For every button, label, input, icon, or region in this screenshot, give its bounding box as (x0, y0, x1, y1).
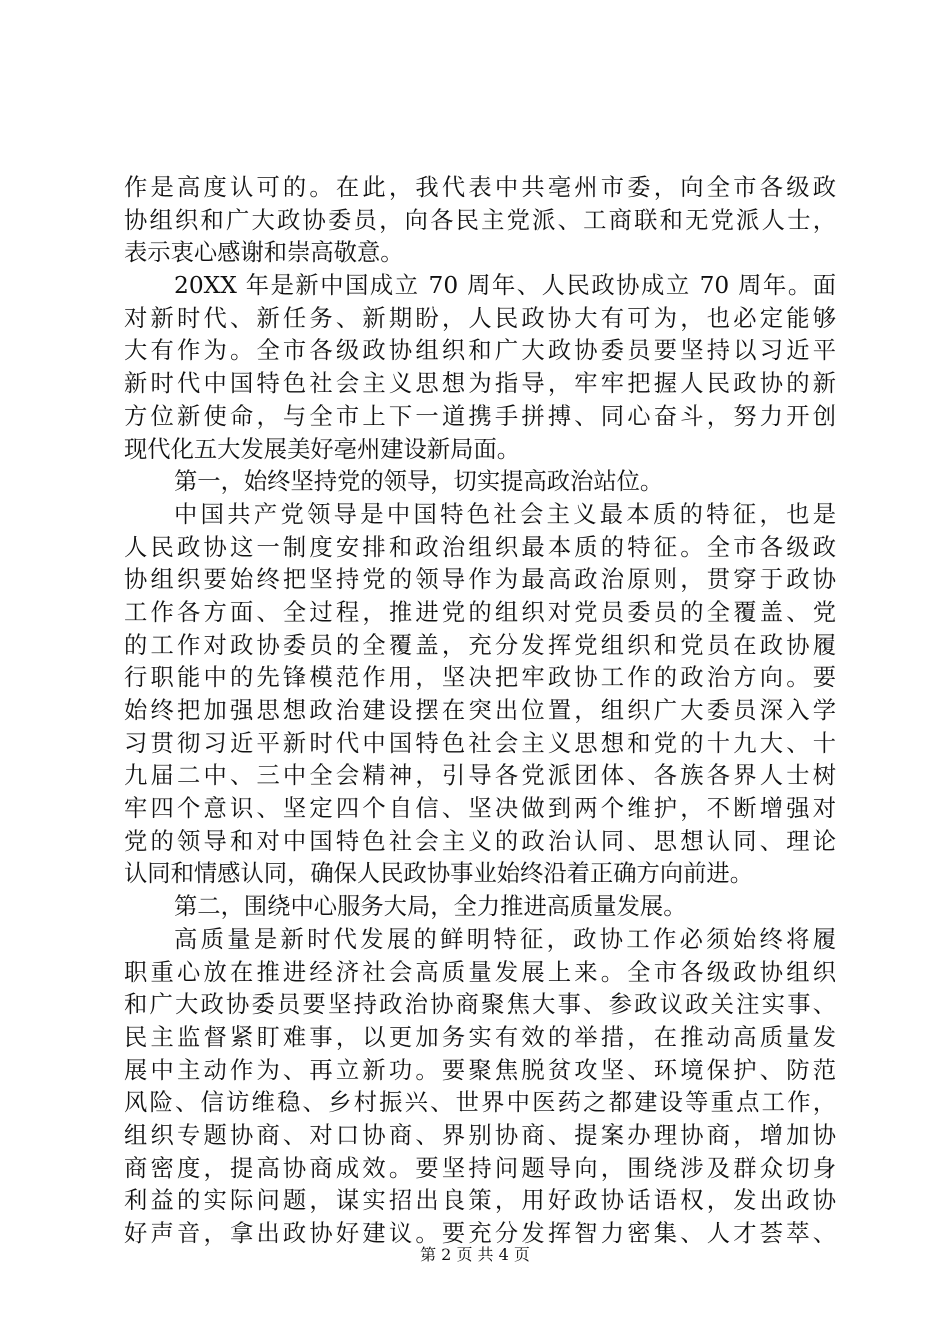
text-line: 表示衷心感谢和崇高敬意。 (124, 239, 404, 267)
text-line: 作是高度认可的。在此，我代表中共亳州市委，向全市各级政 (124, 174, 836, 201)
text-line: 好声音，拿出政协好建议。要充分发挥智力密集、人才荟萃、 (124, 1220, 836, 1247)
text-line: 认同和情感认同，确保人民政协事业始终沿着正确方向前进。 (124, 860, 754, 888)
text-line: 展中主动作为、再立新功。要聚焦脱贫攻坚、环境保护、防范 (124, 1056, 836, 1084)
text-line: 协组织要始终把坚持党的领导作为最高政治原则，贯穿于政协 (124, 566, 836, 594)
text-line: 和广大政协委员要坚持政治协商聚焦大事、参政议政关注实事、 (124, 991, 836, 1019)
section-heading: 第二，围绕中心服务大局，全力推进高质量发展。 (174, 893, 687, 921)
text-line: 始终把加强思想政治建设摆在突出位置，组织广大委员深入学 (124, 697, 836, 724)
text-line: 组织专题协商、对口协商、界别协商、提案办理协商，增加协 (124, 1121, 836, 1149)
text-line: 大有作为。全市各级政协组织和广大政协委员要坚持以习近平 (124, 337, 836, 365)
text-line: 20XX 年是新中国成立 70 周年、人民政协成立 70 周年。面 (174, 272, 836, 300)
page-number-footer: 第 2 页 共 4 页 (420, 1245, 530, 1264)
text-line: 工作各方面、全过程，推进党的组织对党员委员的全覆盖、党 (124, 598, 836, 626)
text-line: 牢四个意识、坚定四个自信、坚决做到两个维护，不断增强对 (124, 795, 836, 823)
text-line: 对新时代、新任务、新期盼，人民政协大有可为，也必定能够 (124, 304, 836, 332)
text-line: 方位新使命，与全市上下一道携手拼搏、同心奋斗，努力开创 (124, 402, 836, 430)
section-heading: 第一，始终坚持党的领导，切实提高政治站位。 (174, 468, 664, 496)
text-line: 职重心放在推进经济社会高质量发展上来。全市各级政协组织 (124, 958, 836, 986)
text-line: 高质量是新时代发展的鲜明特征，政协工作必须始终将履 (174, 925, 836, 953)
text-line: 风险、信访维稳、乡村振兴、世界中医药之都建设等重点工作， (124, 1089, 836, 1117)
text-line: 中国共产党领导是中国特色社会主义最本质的特征，也是 (174, 500, 836, 528)
text-line: 现代化五大发展美好亳州建设新局面。 (124, 435, 521, 463)
text-line: 新时代中国特色社会主义思想为指导，牢牢把握人民政协的新 (124, 370, 836, 398)
text-line: 的工作对政协委员的全覆盖，充分发挥党组织和党员在政协履 (124, 631, 836, 659)
text-line: 习贯彻习近平新时代中国特色社会主义思想和党的十九大、十 (124, 729, 836, 757)
text-line: 九届二中、三中全会精神，引导各党派团体、各族各界人士树 (124, 762, 836, 790)
text-line: 民主监督紧盯难事，以更加务实有效的举措，在推动高质量发 (124, 1023, 836, 1051)
text-line: 人民政协这一制度安排和政治组织最本质的特征。全市各级政 (124, 533, 836, 561)
text-line: 党的领导和对中国特色社会主义的政治认同、思想认同、理论 (124, 827, 836, 855)
document-body (124, 172, 836, 1251)
text-line: 协组织和广大政协委员，向各民主党派、工商联和无党派人士， (124, 206, 836, 234)
text-line: 行职能中的先锋模范作用，坚决把牢政协工作的政治方向。要 (124, 664, 836, 692)
text-line: 商密度，提高协商成效。要坚持问题导向，围绕涉及群众切身 (124, 1154, 836, 1182)
text-line: 利益的实际问题，谋实招出良策，用好政协话语权，发出政协 (124, 1187, 836, 1215)
